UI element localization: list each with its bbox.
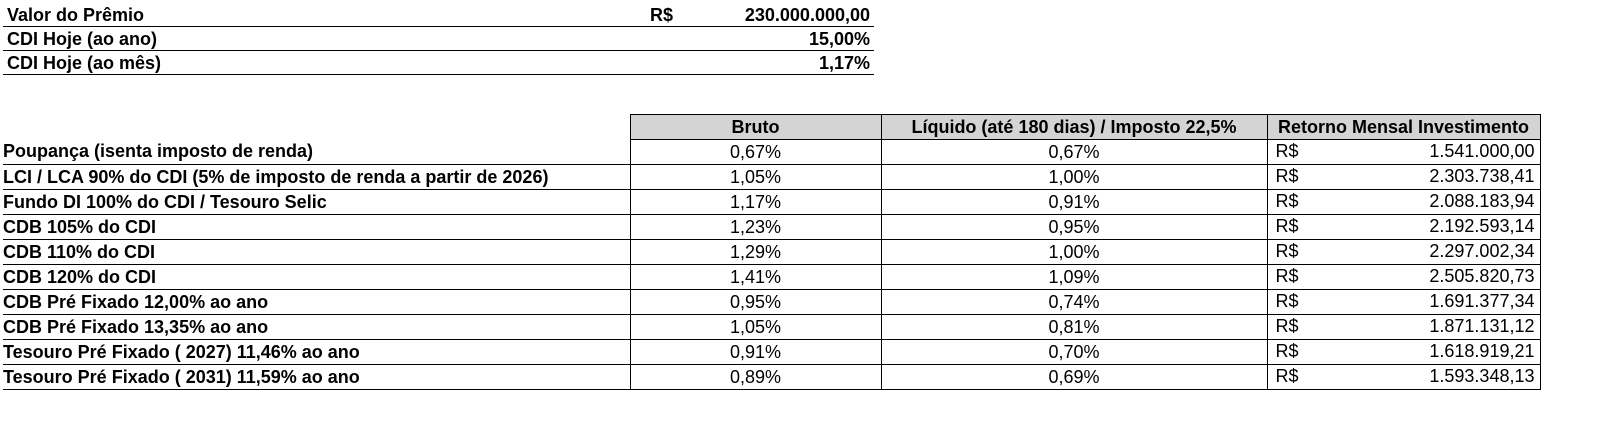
row-bruto: 0,95% [630,290,881,315]
row-liquido: 1,00% [881,240,1267,265]
row-name: Tesouro Pré Fixado ( 2027) 11,46% ao ano [3,340,630,365]
header-retorno: Retorno Mensal Investimento [1267,115,1540,140]
row-liquido: 0,95% [881,215,1267,240]
table-row [3,140,1540,165]
table-row [3,165,1540,190]
row-liquido: 0,91% [881,190,1267,215]
cdi-mes-value: 1,17% [818,53,870,73]
table-row [3,240,1540,265]
row-name: CDB Pré Fixado 13,35% ao ano [3,315,630,340]
header-blank [3,115,630,140]
table-body [3,140,1540,390]
row-retorno [1267,315,1540,340]
row-retorno-currency: R$ [1275,266,1299,286]
row-retorno-currency: R$ [1275,166,1299,186]
row-bruto: 1,17% [630,190,881,215]
row-bruto: 1,05% [630,165,881,190]
table-row [3,190,1540,215]
row-retorno [1267,340,1540,365]
summary-block [3,4,874,76]
row-name: CDB 120% do CDI [3,265,630,290]
row-liquido: 0,70% [881,340,1267,365]
row-bruto: 0,91% [630,340,881,365]
table-header-row [3,115,1540,140]
row-retorno [1267,365,1540,390]
cdi-mes-label: CDI Hoje (ao mês) [7,53,162,73]
table-row [3,290,1540,315]
row-retorno [1267,265,1540,290]
row-retorno-currency: R$ [1275,341,1299,361]
premio-label: Valor do Prêmio [7,5,145,25]
row-name: Tesouro Pré Fixado ( 2031) 11,59% ao ano [3,365,630,390]
investment-table [3,114,1541,390]
row-retorno [1267,140,1540,165]
row-bruto: 1,23% [630,215,881,240]
table-row [3,265,1540,290]
row-retorno [1267,190,1540,215]
row-liquido: 1,09% [881,265,1267,290]
summary-row-cdi-mes [3,52,874,75]
row-name: CDB 105% do CDI [3,215,630,240]
row-name: Fundo DI 100% do CDI / Tesouro Selic [3,190,630,215]
row-retorno-currency: R$ [1275,216,1299,236]
row-liquido: 0,67% [881,140,1267,165]
row-liquido: 1,00% [881,165,1267,190]
row-retorno-currency: R$ [1275,291,1299,311]
row-retorno-value: 1.618.919,21 [1429,341,1535,361]
row-retorno-currency: R$ [1275,366,1299,386]
row-retorno-value: 2.505.820,73 [1429,266,1535,286]
row-liquido: 0,69% [881,365,1267,390]
row-retorno-value: 1.871.131,12 [1429,316,1535,336]
row-bruto: 1,29% [630,240,881,265]
table-row [3,315,1540,340]
row-name: LCI / LCA 90% do CDI (5% de imposto de renda a partir de 2026) [3,165,630,190]
row-retorno-value: 2.192.593,14 [1429,216,1535,236]
premio-value: 230.000.000,00 [744,5,870,25]
header-bruto: Bruto [630,115,881,140]
row-retorno-currency: R$ [1275,191,1299,211]
row-retorno-value: 1.691.377,34 [1429,291,1535,311]
row-retorno-currency: R$ [1275,141,1299,161]
row-liquido: 0,81% [881,315,1267,340]
cdi-ano-value: 15,00% [808,29,870,49]
row-retorno-value: 1.541.000,00 [1429,141,1535,161]
row-name: CDB 110% do CDI [3,240,630,265]
row-name: CDB Pré Fixado 12,00% ao ano [3,290,630,315]
row-retorno-value: 2.297.002,34 [1429,241,1535,261]
row-bruto: 1,05% [630,315,881,340]
row-bruto: 1,41% [630,265,881,290]
row-retorno [1267,240,1540,265]
row-bruto: 0,89% [630,365,881,390]
header-liquido: Líquido (até 180 dias) / Imposto 22,5% [881,115,1267,140]
row-retorno [1267,290,1540,315]
summary-row-cdi-ano [3,28,874,51]
table-row [3,340,1540,365]
row-retorno [1267,215,1540,240]
row-retorno-value: 1.593.348,13 [1429,366,1535,386]
row-bruto: 0,67% [630,140,881,165]
table-row [3,215,1540,240]
cdi-ano-label: CDI Hoje (ao ano) [7,29,158,49]
row-retorno-currency: R$ [1275,241,1299,261]
table-row [3,365,1540,390]
row-retorno-value: 2.088.183,94 [1429,191,1535,211]
premio-currency: R$ [650,5,674,25]
row-retorno-value: 2.303.738,41 [1429,166,1535,186]
summary-row-premio [3,4,874,27]
row-name: Poupança (isenta imposto de renda) [3,140,630,165]
row-retorno [1267,165,1540,190]
row-liquido: 0,74% [881,290,1267,315]
row-retorno-currency: R$ [1275,316,1299,336]
